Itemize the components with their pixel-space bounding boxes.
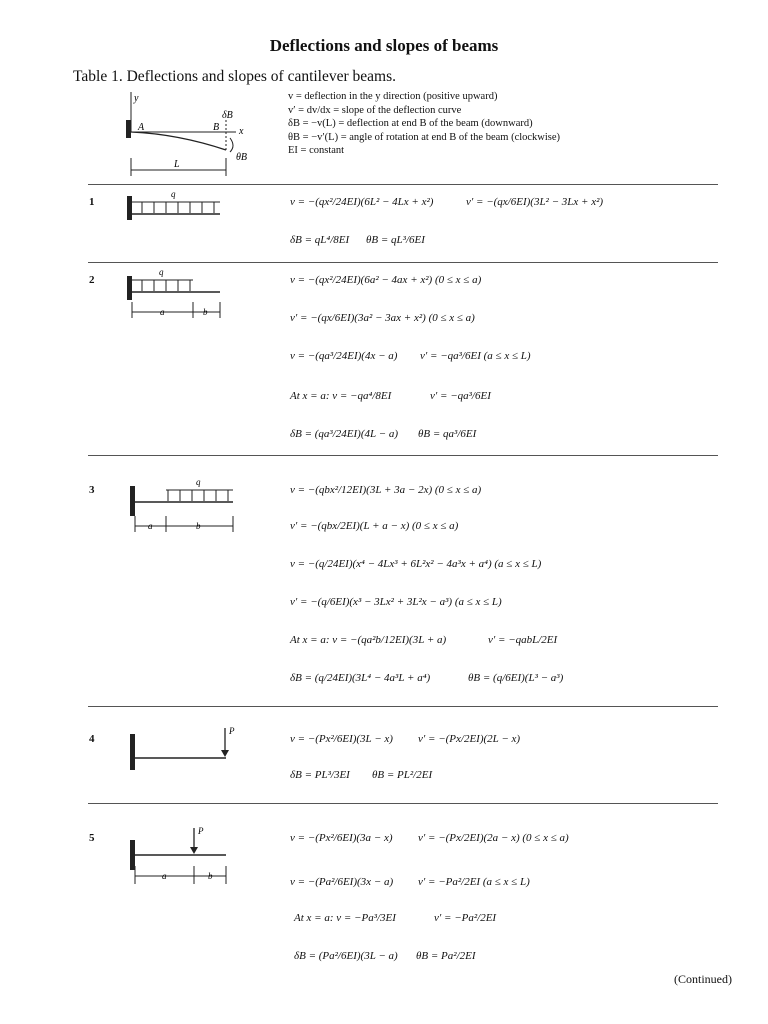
note-line: δB = −v(L) = deflection at end B of the beam (downward): [288, 118, 533, 130]
label-A: A: [138, 122, 145, 133]
case-5-diagram: [128, 822, 238, 894]
legend-notes: [288, 90, 560, 158]
note-line: v = deflection in the y direction (positive upward): [288, 91, 498, 102]
formula: θB = qL³/6EI: [366, 234, 425, 246]
a-label: a: [148, 521, 153, 531]
formula: v′ = −Pa²/2EI: [434, 912, 497, 924]
formula: v = −(q/24EI)(x⁴ − 4Lx³ + 6L²x² − 4a³x + a⁴) (a ≤ x ≤ L): [290, 558, 542, 570]
formula: v′ = −Pa²/2EI (a ≤ x ≤ L): [418, 876, 530, 888]
a-label: a: [162, 871, 167, 881]
case-number: 3: [89, 484, 95, 496]
note-line: v′ = dv/dx = slope of the deflection curve: [288, 104, 462, 116]
label-deltaB: δB: [222, 110, 233, 121]
load-label: q: [196, 477, 201, 487]
row-divider: [88, 184, 718, 185]
formula: v′ = −(qx/6EI)(3a² − 3ax + x²) (0 ≤ x ≤ a): [290, 312, 475, 324]
case-4-diagram: [128, 724, 238, 774]
formula: θB = (q/6EI)(L³ − a³): [468, 672, 564, 684]
formula: v′ = −(Px/2EI)(2a − x) (0 ≤ x ≤ a): [418, 832, 569, 844]
formula: v′ = −qabL/2EI: [488, 634, 558, 646]
formula: θB = qa³/6EI: [418, 428, 477, 440]
formula: v = −(qa³/24EI)(4x − a): [290, 350, 398, 362]
label-L: L: [174, 159, 180, 170]
note-line: EI = constant: [288, 145, 345, 157]
formula: v = −(Px²/6EI)(3L − x): [290, 733, 393, 745]
note-line: θB = −v′(L) = angle of rotation at end B of the beam (clockwise): [288, 131, 561, 143]
formula: θB = PL²/2EI: [372, 769, 433, 781]
load-label: P: [229, 726, 235, 736]
formula: δB = (qa³/24EI)(4L − a): [290, 428, 398, 440]
label-B: B: [213, 122, 220, 133]
formula: v = −(qbx²/12EI)(3L + 3a − 2x) (0 ≤ x ≤ a): [290, 484, 482, 496]
label-y: y: [134, 93, 139, 104]
load-label: P: [198, 826, 204, 836]
load-label: q: [171, 189, 176, 199]
formula: v′ = −(Px/2EI)(2L − x): [418, 733, 521, 745]
formula: v = −(qx²/24EI)(6L² − 4Lx + x²): [290, 196, 434, 208]
b-label: b: [208, 871, 213, 881]
formula: At x = a: v = −qa⁴/8EI: [290, 390, 392, 402]
row-divider: [88, 455, 718, 456]
case-2-diagram: [125, 266, 225, 328]
continued-note: (Continued): [674, 972, 732, 986]
case-number: 2: [89, 274, 95, 286]
case-number: 5: [89, 832, 95, 844]
formula: θB = Pa²/2EI: [416, 950, 476, 962]
formula: v′ = −qa³/6EI: [430, 390, 491, 402]
formula: v′ = −(q/6EI)(x³ − 3Lx² + 3L²x − a³) (a ≤ x ≤ L): [290, 596, 502, 608]
row-divider: [88, 262, 718, 263]
formula: v = −(Pa²/6EI)(3x − a): [290, 876, 394, 888]
formula: v′ = −(qx/6EI)(3L² − 3Lx + x²): [466, 196, 604, 208]
case-3-diagram: [128, 476, 238, 538]
formula: At x = a: v = −Pa³/3EI: [294, 912, 396, 924]
load-label: q: [159, 267, 164, 277]
case-1-diagram: [125, 188, 225, 228]
formula: δB = qL⁴/8EI: [290, 234, 350, 246]
a-label: a: [160, 307, 165, 317]
b-label: b: [196, 521, 201, 531]
formula: v = −(Px²/6EI)(3a − x): [290, 832, 393, 844]
row-divider: [88, 706, 718, 707]
page-title: Deflections and slopes of beams: [269, 36, 499, 55]
row-divider: [88, 803, 718, 804]
formula: v′ = −qa³/6EI (a ≤ x ≤ L): [420, 350, 531, 362]
formula: v′ = −(qbx/2EI)(L + a − x) (0 ≤ x ≤ a): [290, 520, 459, 532]
formula: v = −(qx²/24EI)(6a² − 4ax + x²) (0 ≤ x ≤ a): [290, 274, 482, 286]
formula: At x = a: v = −(qa²b/12EI)(3L + a): [290, 634, 447, 646]
label-x: x: [239, 126, 244, 137]
label-thetaB: θB: [236, 152, 248, 163]
b-label: b: [203, 307, 208, 317]
case-number: 1: [89, 196, 95, 208]
formula: δB = (Pa²/6EI)(3L − a): [294, 950, 398, 962]
formula: δB = (q/24EI)(3L⁴ − 4a³L + a⁴): [290, 672, 431, 684]
formula: δB = PL³/3EI: [290, 769, 350, 781]
table-caption: Table 1. Deflections and slopes of cantilever beams.: [73, 68, 397, 85]
case-number: 4: [89, 733, 95, 745]
legend-diagram: [118, 90, 278, 180]
